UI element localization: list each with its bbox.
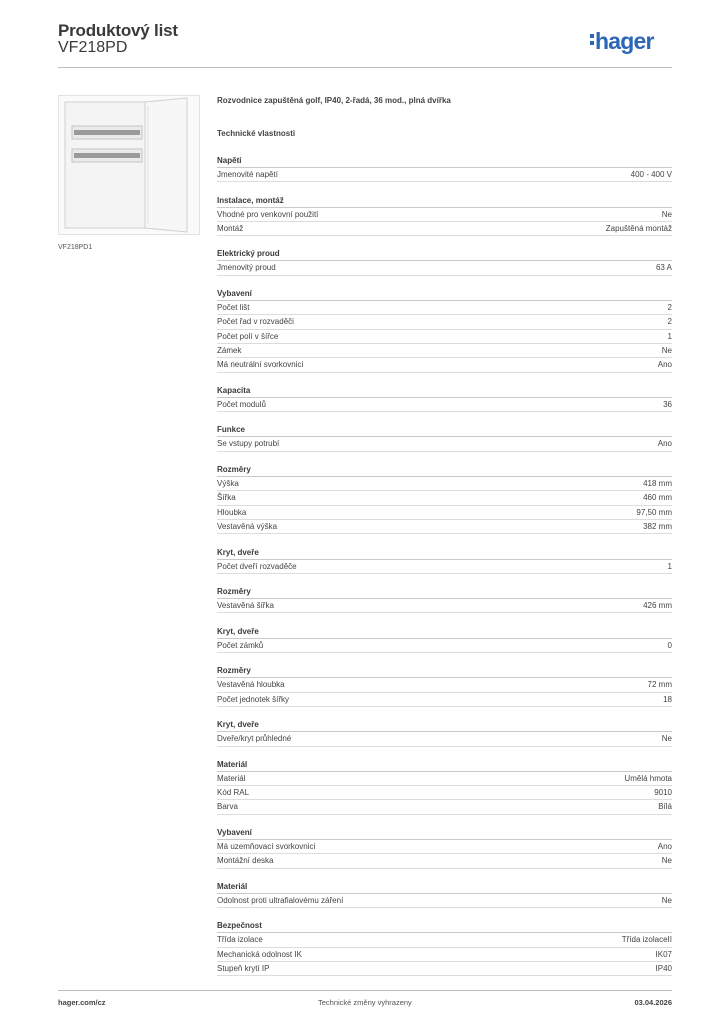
spec-label: Počet modulů (217, 399, 266, 409)
product-description: Rozvodnice zapuštěná golf, IP40, 2-řadá, 36 mod., plná dvířka (217, 96, 451, 105)
spec-value: 426 mm (643, 601, 672, 611)
spec-label: Vestavěná šířka (217, 601, 274, 611)
spec-row (217, 301, 672, 315)
spec-label: Kód RAL (217, 788, 250, 798)
spec-row (217, 398, 672, 412)
distribution-board-image (59, 96, 199, 234)
spec-label: Zámek (217, 345, 242, 355)
spec-label: Jmenovitý proud (217, 263, 276, 273)
spec-value: Ano (657, 439, 672, 449)
spec-value: Ne (661, 856, 672, 866)
spec-label: Počet polí v šířce (217, 331, 279, 341)
section-title: Technické vlastnosti (217, 129, 296, 138)
spec-row (217, 732, 672, 746)
spec-label: Materiál (217, 773, 246, 783)
group-spacer (217, 182, 672, 194)
spec-row (217, 962, 672, 976)
spec-group-title: Materiál (217, 881, 672, 894)
spec-value: Ne (661, 209, 672, 219)
spec-row (217, 344, 672, 358)
spec-row (217, 168, 672, 182)
product-image (58, 95, 200, 235)
group-spacer (217, 412, 672, 424)
spec-label: Hloubka (217, 507, 247, 517)
spec-value: 72 mm (647, 680, 672, 690)
spec-value: 460 mm (643, 493, 672, 503)
group-spacer (217, 276, 672, 288)
spec-group-title: Materiál (217, 759, 672, 772)
spec-value: 400 - 400 V (630, 170, 672, 179)
spec-label: Vestavěná hloubka (217, 680, 285, 690)
spec-row (217, 506, 672, 520)
spec-label: Má neutrální svorkovnici (217, 360, 304, 370)
spec-label: Se vstupy potrubí (217, 439, 280, 449)
spec-value: 97,50 mm (636, 507, 672, 517)
spec-label: Výška (217, 479, 239, 489)
spec-value: 418 mm (643, 479, 672, 489)
spec-label: Má uzemňovací svorkovnici (217, 841, 316, 851)
spec-value: 2 (667, 303, 672, 313)
spec-row (217, 330, 672, 344)
spec-label: Jmenovité napětí (217, 170, 278, 179)
spec-label: Počet zámků (217, 640, 264, 650)
spec-value: Třída izolaceII (621, 935, 672, 945)
spec-group-title: Kapacita (217, 385, 672, 398)
group-spacer (217, 707, 672, 719)
spec-group-title: Rozměry (217, 665, 672, 678)
spec-label: Montážní deska (217, 856, 274, 866)
spec-value: 0 (667, 640, 672, 650)
spec-value: 2 (667, 317, 672, 327)
spec-label: Třída izolace (217, 935, 263, 945)
spec-group-title: Kryt, dveře (217, 547, 672, 560)
spec-group-title: Napětí (217, 155, 672, 168)
spec-value: IP40 (655, 964, 672, 974)
spec-row (217, 800, 672, 814)
group-spacer (217, 236, 672, 248)
spec-row (217, 948, 672, 962)
hager-logo (590, 28, 654, 55)
spec-row (217, 678, 672, 692)
spec-row (217, 520, 672, 534)
image-caption: VF218PD1 (58, 244, 93, 251)
group-spacer (217, 653, 672, 665)
spec-value: Zapuštěná montáž (605, 223, 672, 233)
spec-label: Dveře/kryt průhledné (217, 734, 292, 744)
group-spacer (217, 373, 672, 385)
spec-label: Počet řad v rozvaděči (217, 317, 294, 327)
spec-value: 1 (667, 331, 672, 341)
spec-label: Počet lišt (217, 303, 250, 313)
spec-label: Odolnost proti ultrafialovému záření (217, 895, 344, 905)
spec-value: Ne (661, 734, 672, 744)
spec-row (217, 786, 672, 800)
group-spacer (217, 534, 672, 546)
spec-group-title: Vybavení (217, 288, 672, 301)
spec-value: 9010 (654, 788, 672, 798)
spec-value: Ano (657, 360, 672, 370)
spec-group-title: Funkce (217, 424, 672, 437)
spec-group-title: Vybavení (217, 827, 672, 840)
spec-row (217, 315, 672, 329)
spec-row (217, 639, 672, 653)
spec-group-title: Elektrický proud (217, 248, 672, 261)
spec-row (217, 477, 672, 491)
spec-label: Vestavěná výška (217, 521, 278, 531)
spec-row (217, 491, 672, 505)
spec-row (217, 560, 672, 574)
spec-value: Ano (657, 841, 672, 851)
spec-value: Umělá hmota (624, 773, 672, 783)
page-title: Produktový list (58, 21, 178, 40)
footer-divider (58, 990, 672, 991)
header-divider (58, 67, 672, 68)
group-spacer (217, 869, 672, 881)
spec-row (217, 693, 672, 707)
spec-row (217, 933, 672, 947)
spec-sheet (217, 96, 672, 976)
spec-group-title: Rozměry (217, 586, 672, 599)
spec-label: Stupeň krytí IP (217, 964, 270, 974)
spec-row (217, 599, 672, 613)
spec-value: 18 (663, 694, 672, 704)
spec-row (217, 261, 672, 275)
spec-value: Ne (661, 895, 672, 905)
spec-label: Mechanická odolnost IK (217, 949, 302, 959)
spec-label: Vhodné pro venkovní použití (217, 209, 319, 219)
spec-row (217, 358, 672, 372)
spec-row (217, 208, 672, 222)
logo-text: hager (595, 28, 654, 54)
spec-value: Bílá (658, 802, 672, 812)
spec-value: 63 A (655, 263, 672, 273)
spec-row (217, 772, 672, 786)
spec-groups (217, 155, 672, 976)
product-code: VF218PD (58, 39, 128, 56)
group-spacer (217, 747, 672, 759)
group-spacer (217, 908, 672, 920)
spec-value: IK07 (655, 949, 672, 959)
spec-group-title: Kryt, dveře (217, 626, 672, 639)
spec-label: Barva (217, 802, 238, 812)
spec-value: Ne (661, 345, 672, 355)
spec-label: Montáž (217, 223, 244, 233)
spec-row (217, 894, 672, 908)
spec-value: 1 (667, 561, 672, 571)
spec-value: 36 (663, 399, 672, 409)
group-spacer (217, 815, 672, 827)
spec-group-title: Bezpečnost (217, 920, 672, 933)
spec-group-title: Instalace, montáž (217, 195, 672, 208)
group-spacer (217, 613, 672, 625)
spec-row (217, 437, 672, 451)
spec-row (217, 854, 672, 868)
spec-label: Počet dveří rozvaděče (217, 561, 297, 571)
spec-row (217, 222, 672, 236)
group-spacer (217, 574, 672, 586)
footer-notice: Technické změny vyhrazeny (318, 998, 412, 1007)
group-spacer (217, 452, 672, 464)
spec-label: Šířka (217, 493, 236, 503)
spec-value: 382 mm (643, 521, 672, 531)
logo-colon-icon (590, 31, 595, 48)
footer-website[interactable]: hager.com/cz (58, 998, 106, 1007)
spec-group-title: Rozměry (217, 464, 672, 477)
spec-label: Počet jednotek šířky (217, 694, 290, 704)
spec-group-title: Kryt, dveře (217, 719, 672, 732)
spec-row (217, 840, 672, 854)
footer-date: 03.04.2026 (634, 998, 672, 1007)
